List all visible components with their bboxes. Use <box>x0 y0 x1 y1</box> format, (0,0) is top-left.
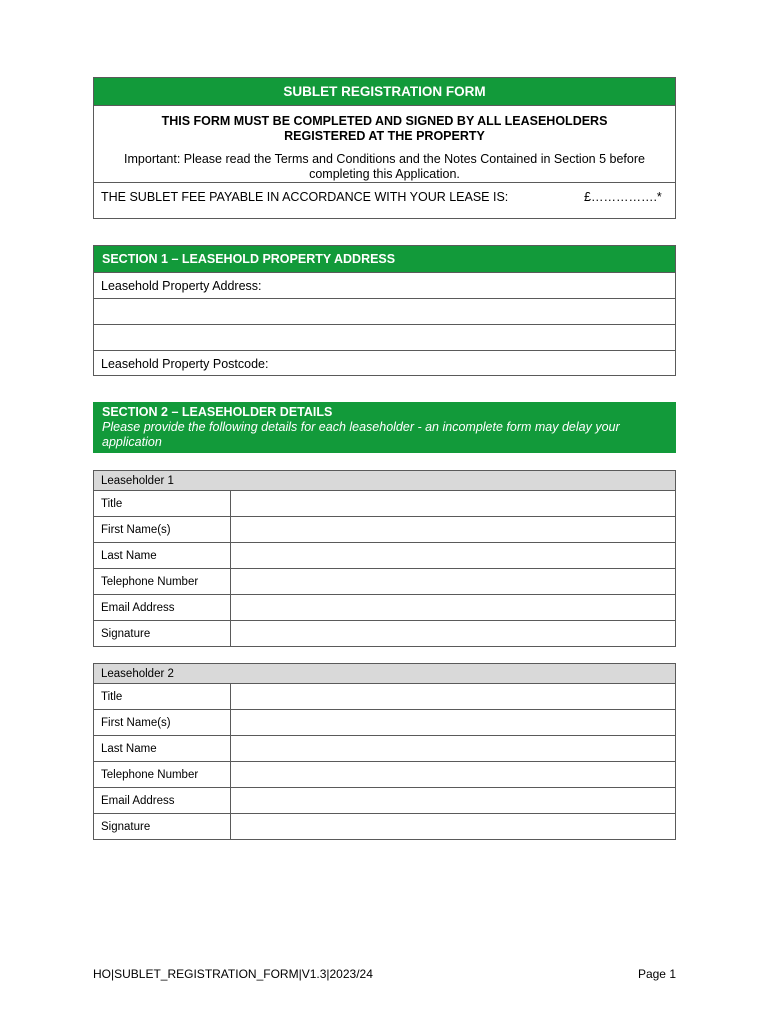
leaseholder-1-title-input[interactable] <box>231 491 675 516</box>
table-row <box>94 543 675 569</box>
postcode-row[interactable] <box>94 351 675 377</box>
section2-header <box>93 402 676 453</box>
table-row <box>94 736 675 762</box>
field-label-signature: Signature <box>94 621 231 647</box>
leaseholder-1-signature-input[interactable] <box>231 621 675 647</box>
field-label-email: Email Address <box>94 595 231 620</box>
must-sign-notice: THIS FORM MUST BE COMPLETED AND SIGNED BY ALL LEASEHOLDERS REGISTERED AT THE PROPERTY <box>161 114 608 143</box>
leaseholder-2-signature-input[interactable] <box>231 814 675 840</box>
form-title: SUBLET REGISTRATION FORM <box>94 78 675 106</box>
table-row <box>94 569 675 595</box>
leaseholder-2-title-input[interactable] <box>231 684 675 709</box>
leaseholder-1-last-name-input[interactable] <box>231 543 675 568</box>
leaseholder-2-caption: Leaseholder 2 <box>94 664 675 684</box>
fee-row <box>94 182 675 218</box>
footer-page-number: Page 1 <box>637 967 676 981</box>
table-row <box>94 814 675 840</box>
field-label-title: Title <box>94 684 231 709</box>
leaseholder-2-first-name-input[interactable] <box>231 710 675 735</box>
leaseholder-2-email-input[interactable] <box>231 788 675 813</box>
important-notice: Important: Please read the Terms and Conditions and the Notes Contained in Section 5 before completing this Application. <box>124 152 645 181</box>
leaseholder-2-table <box>93 663 676 840</box>
field-label-first-name: First Name(s) <box>94 710 231 735</box>
footer-doc-ref: HO|SUBLET_REGISTRATION_FORM|V1.3|2023/24 <box>93 967 373 981</box>
section1-title: SECTION 1 – LEASEHOLD PROPERTY ADDRESS <box>94 246 675 273</box>
leaseholder-1-first-name-input[interactable] <box>231 517 675 542</box>
address-label-row[interactable] <box>94 273 675 299</box>
field-label-telephone: Telephone Number <box>94 569 231 594</box>
table-row <box>94 684 675 710</box>
field-label-signature: Signature <box>94 814 231 840</box>
field-label-title: Title <box>94 491 231 516</box>
address-label: Leasehold Property Address: <box>101 279 262 293</box>
field-label-last-name: Last Name <box>94 736 231 761</box>
leaseholder-2-telephone-input[interactable] <box>231 762 675 787</box>
address-line-1[interactable] <box>94 299 675 325</box>
leaseholder-1-caption: Leaseholder 1 <box>94 471 675 491</box>
table-row <box>94 788 675 814</box>
fee-label: THE SUBLET FEE PAYABLE IN ACCORDANCE WITH YOUR LEASE IS: <box>101 190 509 204</box>
address-line-2[interactable] <box>94 325 675 351</box>
table-row <box>94 517 675 543</box>
field-label-telephone: Telephone Number <box>94 762 231 787</box>
leaseholder-1-email-input[interactable] <box>231 595 675 620</box>
leaseholder-1-telephone-input[interactable] <box>231 569 675 594</box>
fee-value-field[interactable]: £…………….* <box>584 190 662 204</box>
form-header-box <box>93 77 676 219</box>
field-label-email: Email Address <box>94 788 231 813</box>
field-label-first-name: First Name(s) <box>94 517 231 542</box>
section2-subtitle: Please provide the following details for each leaseholder - an incomplete form may delay your application <box>102 420 620 449</box>
leaseholder-1-table <box>93 470 676 647</box>
table-row <box>94 762 675 788</box>
table-row <box>94 595 675 621</box>
table-row <box>94 621 675 647</box>
section2-title: SECTION 2 – LEASEHOLDER DETAILS <box>102 405 333 419</box>
postcode-label: Leasehold Property Postcode: <box>101 357 269 371</box>
field-label-last-name: Last Name <box>94 543 231 568</box>
table-row <box>94 491 675 517</box>
section1-box <box>93 245 676 376</box>
leaseholder-2-last-name-input[interactable] <box>231 736 675 761</box>
table-row <box>94 710 675 736</box>
